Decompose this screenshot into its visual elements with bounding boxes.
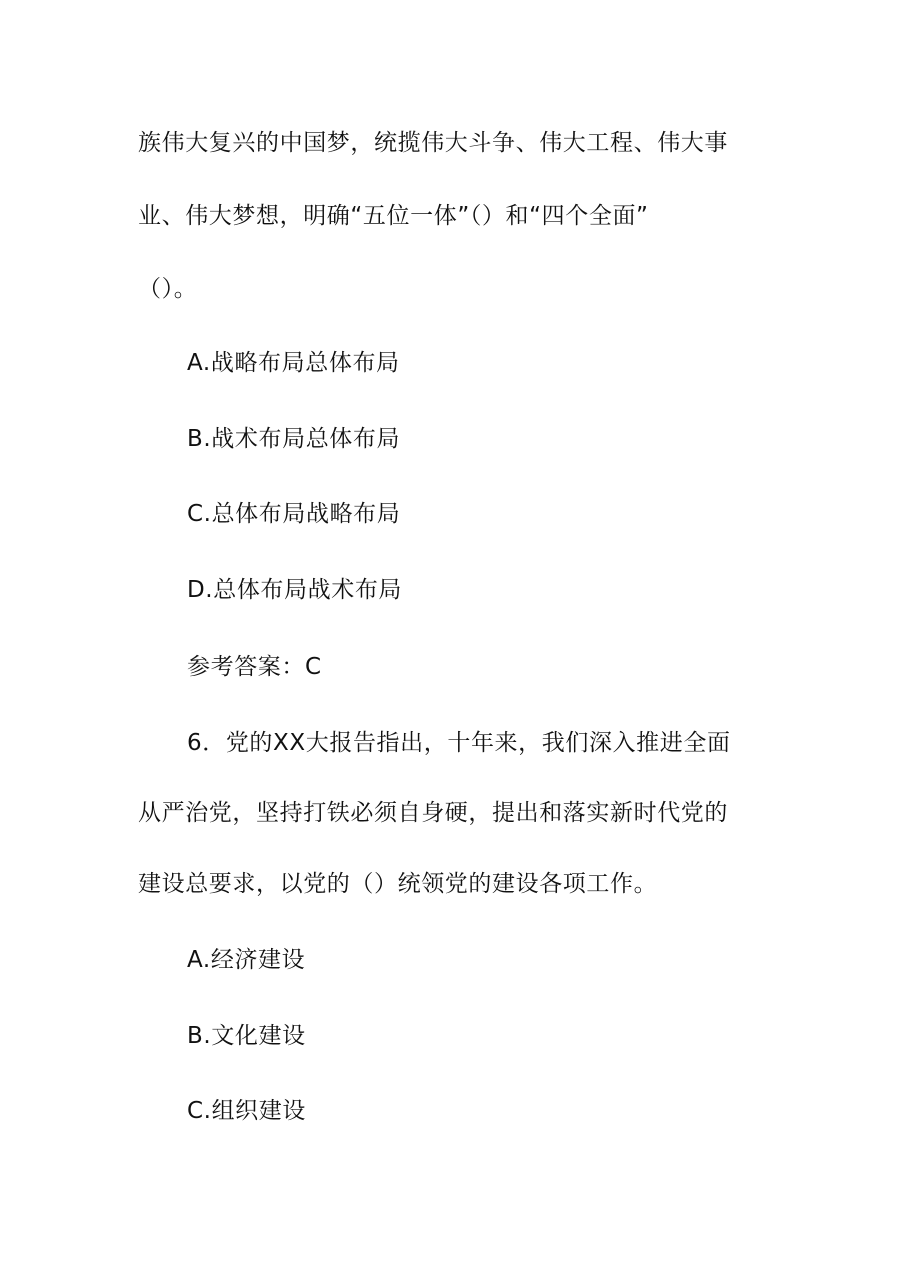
question-5-text-line-3: （）。 <box>138 276 198 302</box>
question-6-text-line-1: 6．党的XX大报告指出，十年来，我们深入推进全面 <box>187 730 731 756</box>
question-6-option-b: B.文化建设 <box>187 1023 306 1049</box>
question-6-text-line-2: 从严治党，坚持打铁必须自身硬，提出和落实新时代党的 <box>138 800 728 826</box>
question-5-option-b: B.战术布局总体布局 <box>187 426 401 452</box>
question-5-option-a: A.战略布局总体布局 <box>187 350 400 376</box>
question-6-option-a: A.经济建设 <box>187 947 306 973</box>
question-5-option-d: D.总体布局战术布局 <box>187 577 403 603</box>
question-5-text-line-2: 业、伟大梦想，明确“五位一体”（）和“四个全面” <box>138 203 649 229</box>
question-5-text-line-1: 族伟大复兴的中国梦，统揽伟大斗争、伟大工程、伟大事 <box>138 130 728 156</box>
question-6-text-line-3: 建设总要求，以党的（）统领党的建设各项工作。 <box>138 871 658 897</box>
question-5-answer: 参考答案：C <box>187 654 322 680</box>
question-5-option-c: C.总体布局战略布局 <box>187 501 401 527</box>
question-6-option-c: C.组织建设 <box>187 1098 306 1124</box>
